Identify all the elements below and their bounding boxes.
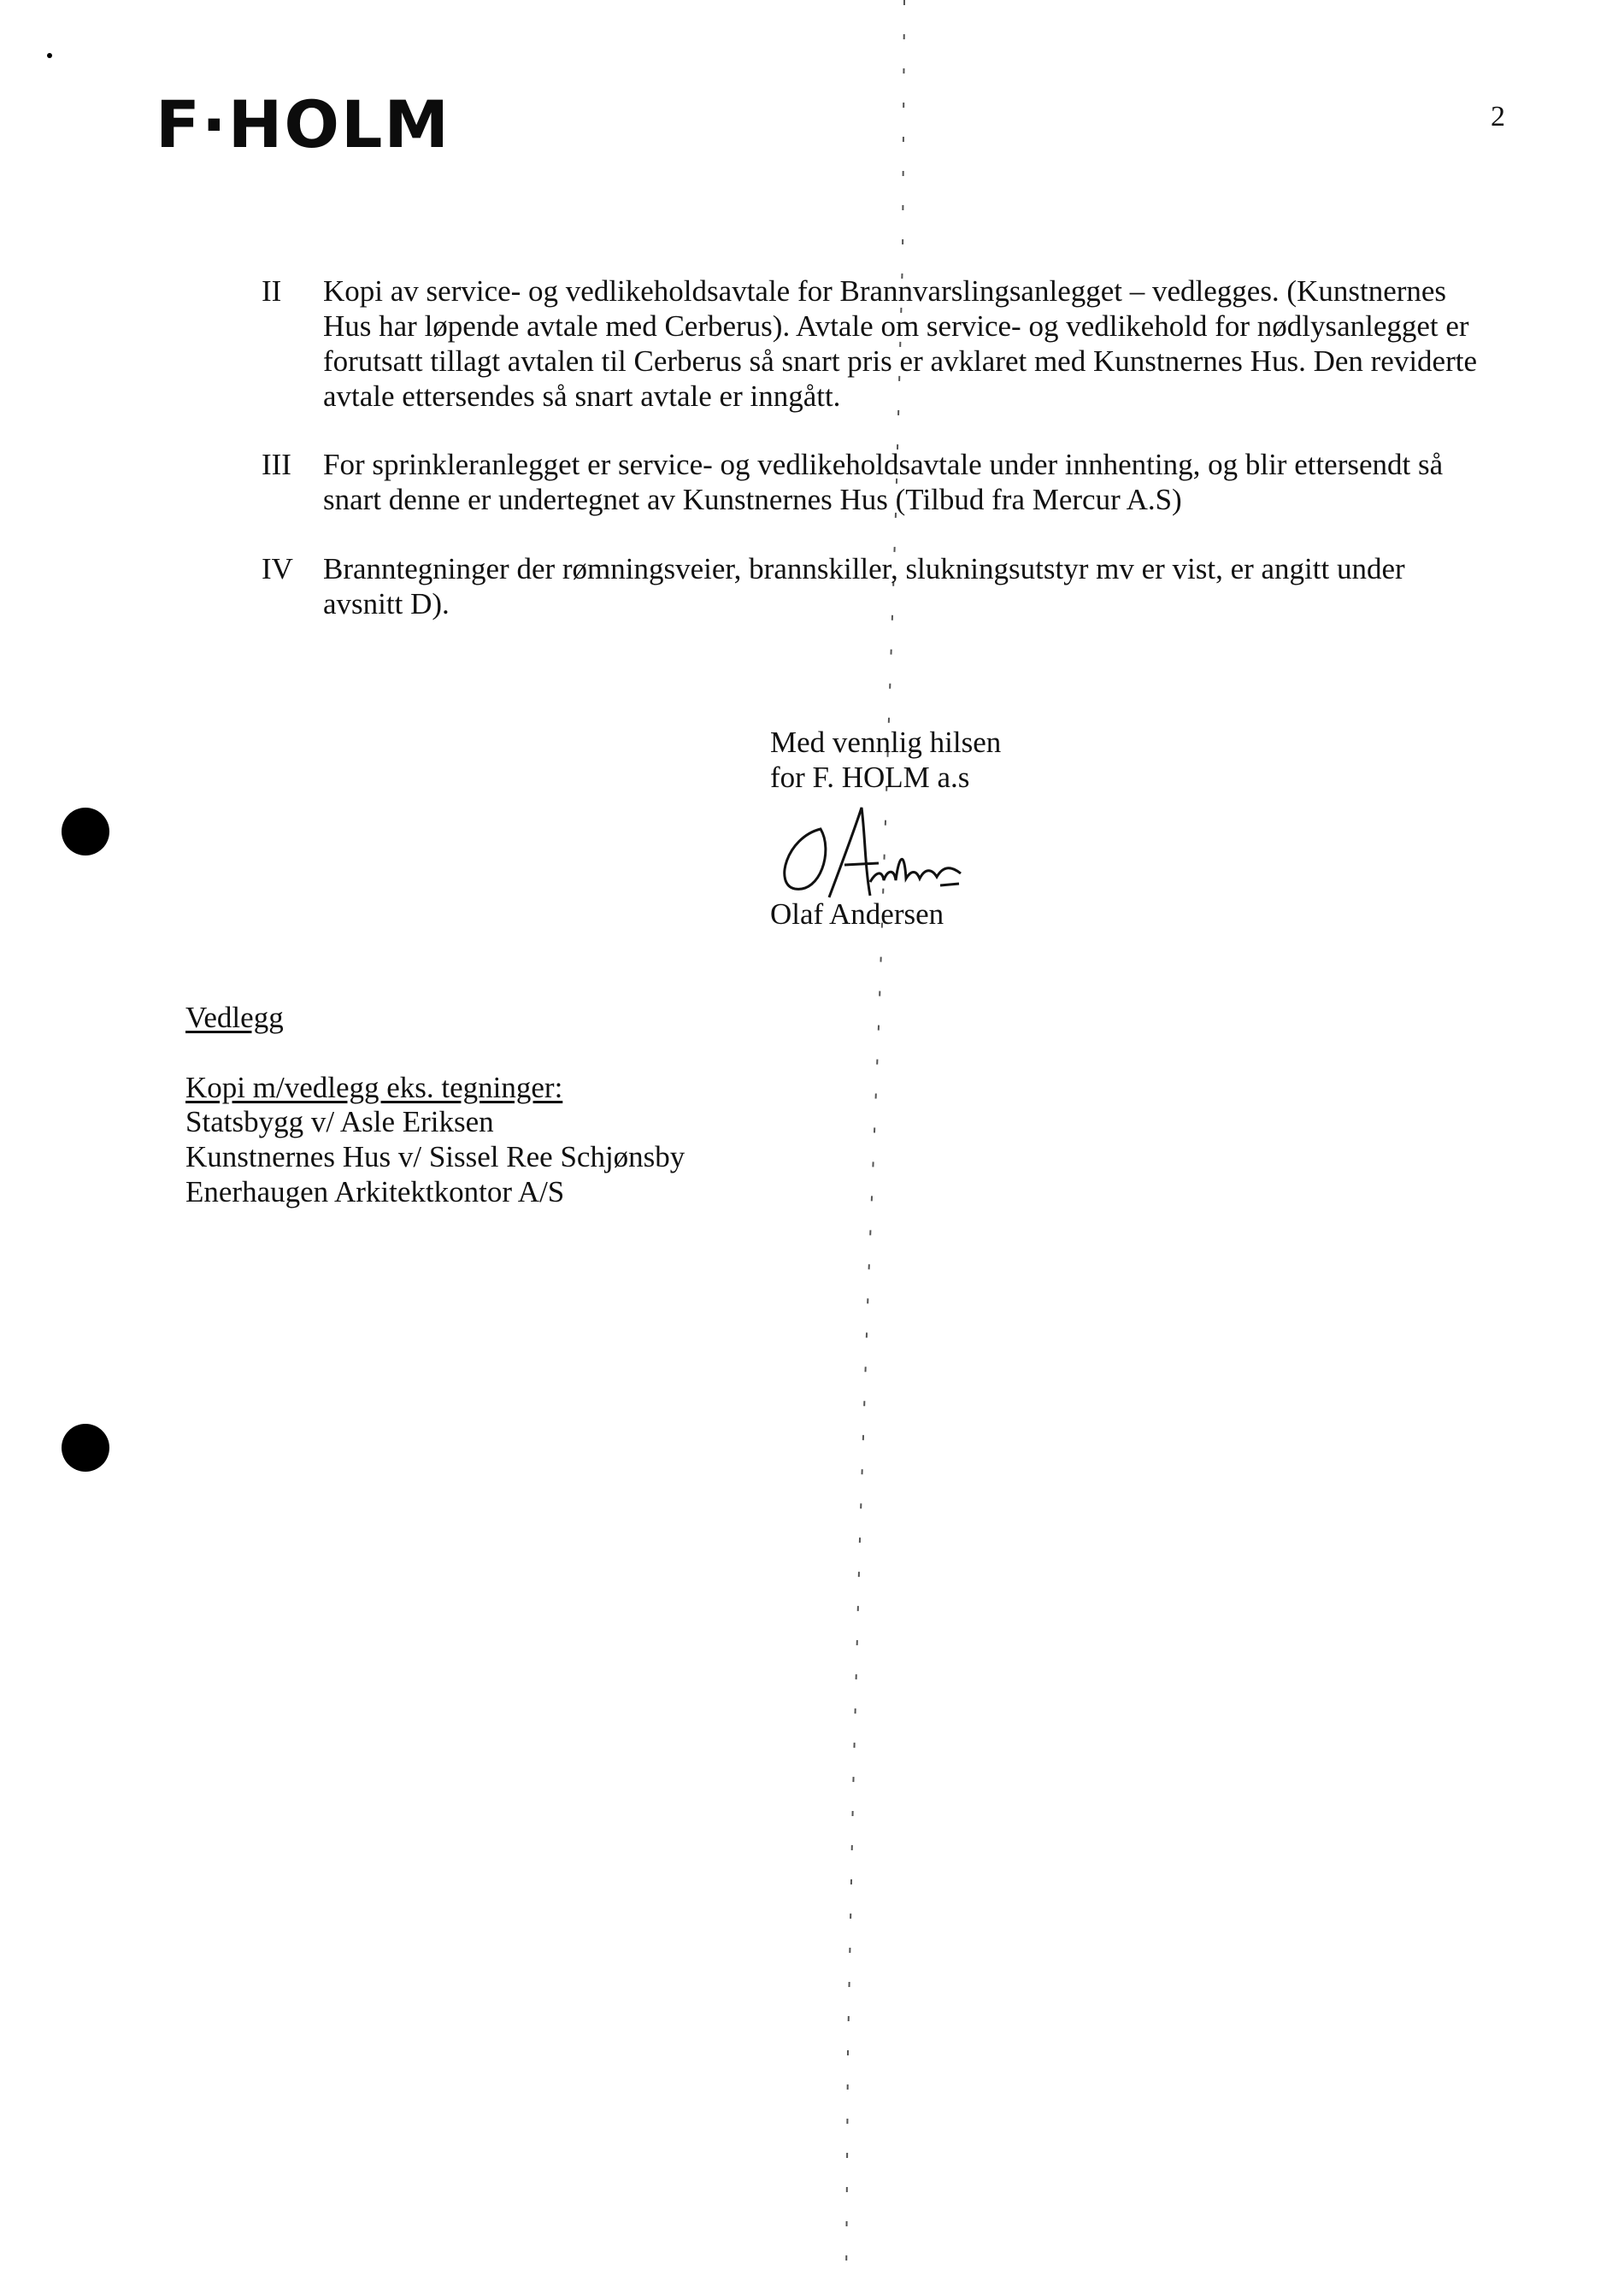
page-number: 2	[1491, 101, 1505, 132]
recipient: Statsbygg v/ Asle Eriksen	[185, 1105, 494, 1138]
text-line: avtale ettersendes så snart avtale er inngått.	[323, 379, 841, 413]
text-line: Kopi av service- og vedlikeholdsavtale for Brannvarslingsanlegget – vedlegges. (Kunstnernes	[323, 274, 1447, 308]
attachments-heading: Vedlegg	[185, 1001, 284, 1034]
item-text	[323, 273, 1520, 414]
text-line: snart denne er undertegnet av Kunstnernes Hus (Tilbud fra Mercur A.S)	[323, 483, 1182, 516]
company-logo: F·HOLM	[156, 86, 451, 162]
item-text	[323, 447, 1520, 517]
item-numeral: II	[262, 274, 282, 308]
punch-hole-bottom	[62, 1424, 109, 1472]
copy-heading: Kopi m/vedlegg eks. tegninger:	[185, 1071, 563, 1104]
item-numeral: III	[262, 448, 291, 481]
punch-hole-top	[62, 808, 109, 855]
text-line: For sprinkleranlegget er service- og vedlikeholdsavtale under innhenting, og blir ettersendt så	[323, 448, 1444, 481]
closing-company: for F. HOLM a.s	[770, 761, 970, 794]
signer-name: Olaf Andersen	[770, 897, 944, 931]
item-text	[323, 551, 1520, 621]
text-line: forutsatt tillagt avtalen til Cerberus så snart pris er avklaret med Kunstnernes Hus. Den reviderte	[323, 344, 1477, 378]
text-line: avsnitt D).	[323, 587, 450, 620]
recipient: Enerhaugen Arkitektkontor A/S	[185, 1175, 565, 1208]
item-numeral: IV	[262, 552, 293, 585]
text-line: Hus har løpende avtale med Cerberus). Avtale om service- og vedlikehold for nødlysanlegget er	[323, 309, 1469, 343]
closing-greeting: Med vennlig hilsen	[770, 726, 1002, 759]
scan-speck	[47, 53, 52, 58]
recipient: Kunstnernes Hus v/ Sissel Ree Schjønsby	[185, 1140, 685, 1173]
text-line: Branntegninger der rømningsveier, brannskiller, slukningsutstyr mv er vist, er angitt under	[323, 552, 1405, 585]
